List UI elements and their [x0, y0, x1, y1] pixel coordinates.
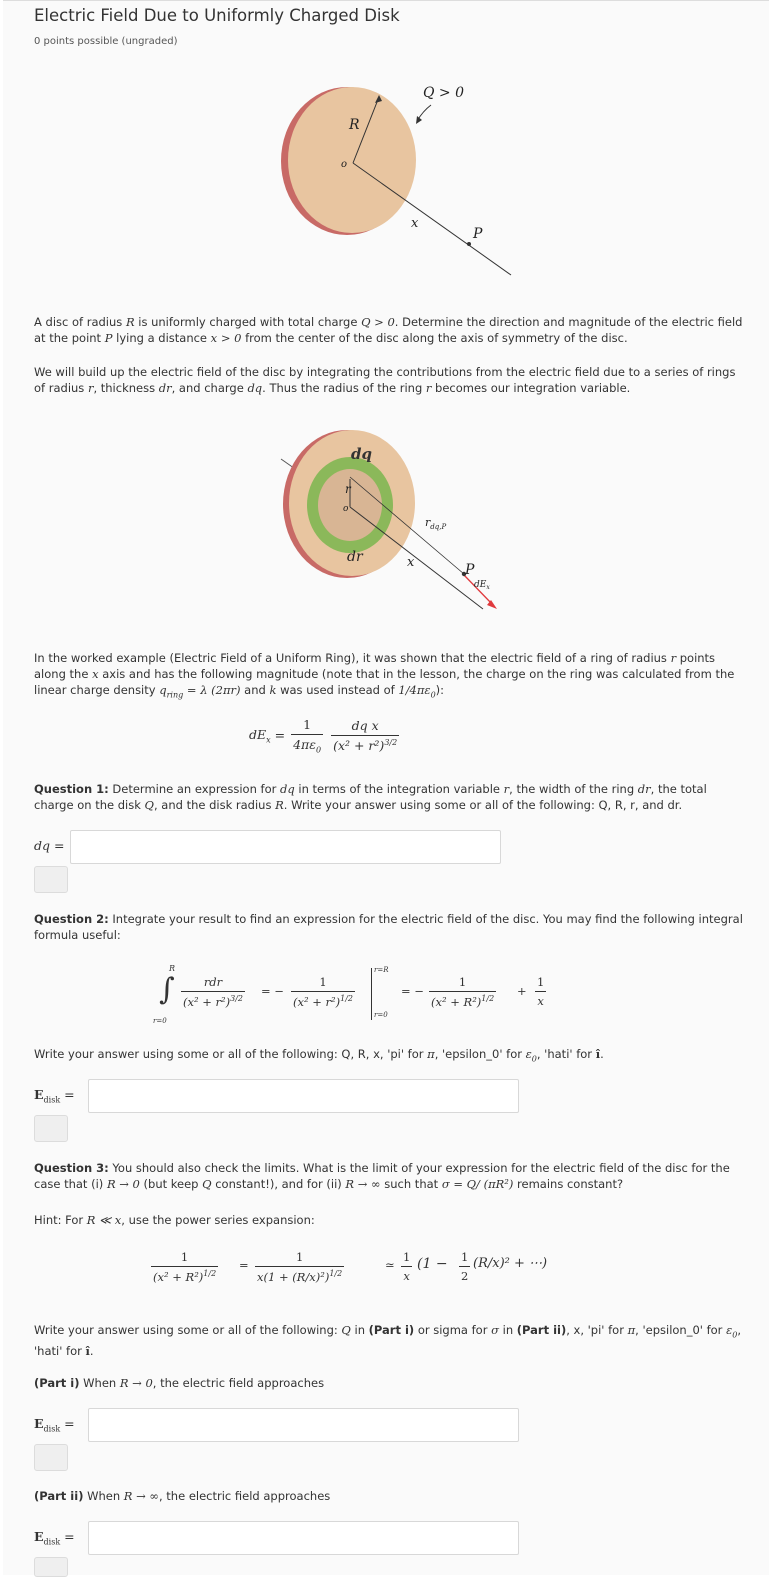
hint-mid-fraction: $\frac{1}{x(1 + (R/x)^2)^{1/2}}$: [257, 1250, 343, 1284]
text: In the worked example (Electric Field of a Uniform Ring), it was shown that the electric field of a ring of radius: [34, 651, 671, 665]
text: lying a distance: [112, 331, 211, 345]
part-i-input-label: $E_{disk}$ =: [34, 1416, 75, 1434]
label-dq: dq: [351, 445, 372, 463]
text: , thickness: [93, 381, 159, 395]
eval-lower: r=0: [374, 1011, 388, 1019]
text: We will build up the electric field of the disc by integrating the contributions from the electric field due to a series of rings of radius: [34, 365, 736, 395]
label-r: r: [345, 482, 351, 496]
label-dex: $dE_x$: [474, 580, 490, 591]
math-coef: $1/4\pi\varepsilon_0$: [398, 683, 436, 700]
part-i-preview-button[interactable]: [34, 1444, 68, 1471]
text: ):: [435, 683, 445, 697]
text: becomes our integration variable.: [431, 381, 631, 395]
part-ii-preview-button[interactable]: [34, 1557, 68, 1577]
disk-face: [288, 87, 416, 233]
part-ii-answer-input[interactable]: [88, 1521, 519, 1555]
label-x: x: [407, 555, 415, 570]
text: . Determine the direction and magnitude of the electric field at the point: [34, 315, 743, 345]
problem-page: [3, 0, 769, 1575]
integral-formula: [149, 964, 619, 1030]
math-k: k: [269, 683, 277, 697]
disk-figure: [271, 73, 521, 283]
question-3-text: Question 3: You should also check the limits. What is the limit of your expression for the electric field of the disc for the case that (i) R → 0 (but keep Q constant!), and for (ii) R → ∞ such that σ = Q/ (πR²) remains constant?: [34, 1161, 730, 1191]
plus-sign: +: [517, 984, 527, 998]
ring-paragraph: [34, 650, 746, 703]
question-3-instructions: Write your answer using some or all of the following: Q in (Part i) or sigma for σ in (Part ii), x, 'pi' for π, 'epsilon_0' for $\varepsilon_0$, 'hati' for î.: [34, 1323, 741, 1359]
math-dr: dr: [158, 381, 172, 395]
hint-half-fraction: $\frac{1}{2}$: [461, 1250, 469, 1283]
math-dq: dq: [247, 381, 263, 395]
points-label: 0 points possible (ungraded): [34, 36, 178, 47]
integral-sign: ∫: [159, 972, 175, 1007]
dq-answer-input[interactable]: [70, 830, 501, 864]
math-x: x: [92, 667, 99, 681]
ring-field-equation: [249, 717, 401, 755]
edisk-answer-input[interactable]: [88, 1079, 519, 1113]
text: points along the: [34, 651, 716, 681]
dq-input-label: dq =: [34, 838, 65, 853]
power-series-formula: [149, 1244, 579, 1300]
label-origin: o: [343, 504, 349, 514]
int-lower: r=0: [153, 1017, 167, 1025]
question-2-text: Question 2: Integrate your result to find an expression for the electric field of the disc. You may find the following integral formula useful:: [34, 912, 743, 942]
question-label: Question 2:: [34, 912, 109, 926]
integrand-fraction: rdr $(x^2 + r^2)^{3/2}$: [183, 975, 243, 1009]
math-x: x > 0: [210, 331, 242, 345]
eq-sign: = −: [401, 984, 424, 998]
int-upper: R: [169, 964, 176, 973]
text: and: [240, 683, 270, 697]
math-r: r: [87, 381, 94, 395]
label-rdqp: $r_{dq,P}$: [425, 516, 447, 531]
approx-sign: ≃: [385, 1258, 395, 1272]
eval-bar: [371, 968, 372, 1020]
field-arrowhead: [487, 600, 497, 609]
point-p: [467, 242, 471, 246]
eq-sign: =: [274, 727, 286, 743]
ring-figure: [271, 429, 521, 619]
edisk-preview-button[interactable]: [34, 1115, 68, 1142]
eq-sign: =: [239, 1258, 249, 1272]
text: A disc of radius: [34, 315, 126, 329]
question-1-text: Question 1: Determine an expression for dq in terms of the integration variable r, the width of the ring dr, the total charge on the disk Q, and the disk radius R. Write your answer using some or all of the following: Q, R, r, and dr.: [34, 782, 707, 812]
text: is uniformly charged with total charge: [134, 315, 362, 329]
hint-lhs-fraction: $\frac{1}{(x^2 + R^2)^{1/2}}$: [153, 1250, 217, 1284]
edisk-input-label: $E_{disk}$ =: [34, 1087, 75, 1105]
label-radius: R: [349, 117, 360, 133]
dq-preview-button[interactable]: [34, 866, 68, 893]
text: was used instead of: [276, 683, 399, 697]
eq-lhs: $dE_x$: [249, 727, 271, 745]
text: , and charge: [171, 381, 248, 395]
question-label: Question 1:: [34, 782, 109, 796]
series-rest: (R/x)² + ⋯): [473, 1256, 548, 1271]
coef-fraction: $\frac{1}{4\pi\varepsilon_0}$: [293, 717, 322, 755]
series-open: (1 −: [417, 1256, 448, 1272]
part-i-text: (Part i) When R → 0, the electric field approaches: [34, 1376, 325, 1390]
label-p: P: [473, 226, 483, 242]
question-label: Question 3:: [34, 1161, 109, 1175]
page-title: Electric Field Due to Uniformly Charged Disk: [34, 6, 400, 25]
text: . Thus the radius of the ring: [262, 381, 426, 395]
part-i-answer-input[interactable]: [88, 1408, 519, 1442]
math-R: R: [125, 315, 135, 329]
integration-paragraph: [34, 364, 746, 396]
part-ii-input-label: $E_{disk}$ =: [34, 1529, 75, 1547]
math-r: r: [425, 381, 432, 395]
eval-upper: r=R: [374, 966, 389, 974]
hint-one-over-x: $\frac{1}{x}$: [403, 1250, 411, 1283]
field-fraction: $\frac{\text{dq x}}{(x^2 + r^2)^{3/2}}$: [333, 718, 398, 754]
intro-paragraph: [34, 314, 746, 346]
math-q-ring: $q_{ring} = \lambda$ (2πr): [159, 683, 241, 700]
one-over-x-fraction: $\frac{1}{x}$: [537, 975, 545, 1008]
math-P: P: [104, 331, 113, 345]
math-r: r: [670, 651, 677, 665]
label-origin: o: [341, 159, 348, 170]
text: axis and has the following magnitude (note that in the lesson, the charge on the ring was calculated from the linear charge density: [34, 667, 735, 697]
part-ii-text: (Part ii) When R → ∞, the electric field approaches: [34, 1489, 331, 1503]
eq-sign: = −: [261, 984, 284, 998]
label-x: x: [411, 216, 419, 231]
hint-text: Hint: For R ≪ x, use the power series expansion:: [34, 1213, 315, 1227]
text: from the center of the disc along the axis of symmetry of the disc.: [241, 331, 628, 345]
math-Q: Q > 0: [361, 315, 395, 329]
label-charge: Q > 0: [423, 85, 465, 101]
question-2-instructions: Write your answer using some or all of the following: Q, R, x, 'pi' for π, 'epsilon_0' for $\varepsilon_0$, 'hati' for î.: [34, 1047, 604, 1064]
antiderivative-fraction: $\frac{1}{(x^2 + r^2)^{1/2}}$: [293, 975, 353, 1009]
result-fraction: $\frac{1}{(x^2 + R^2)^{1/2}}$: [431, 975, 495, 1009]
label-dr: dr: [347, 549, 363, 565]
label-p: P: [465, 562, 475, 578]
